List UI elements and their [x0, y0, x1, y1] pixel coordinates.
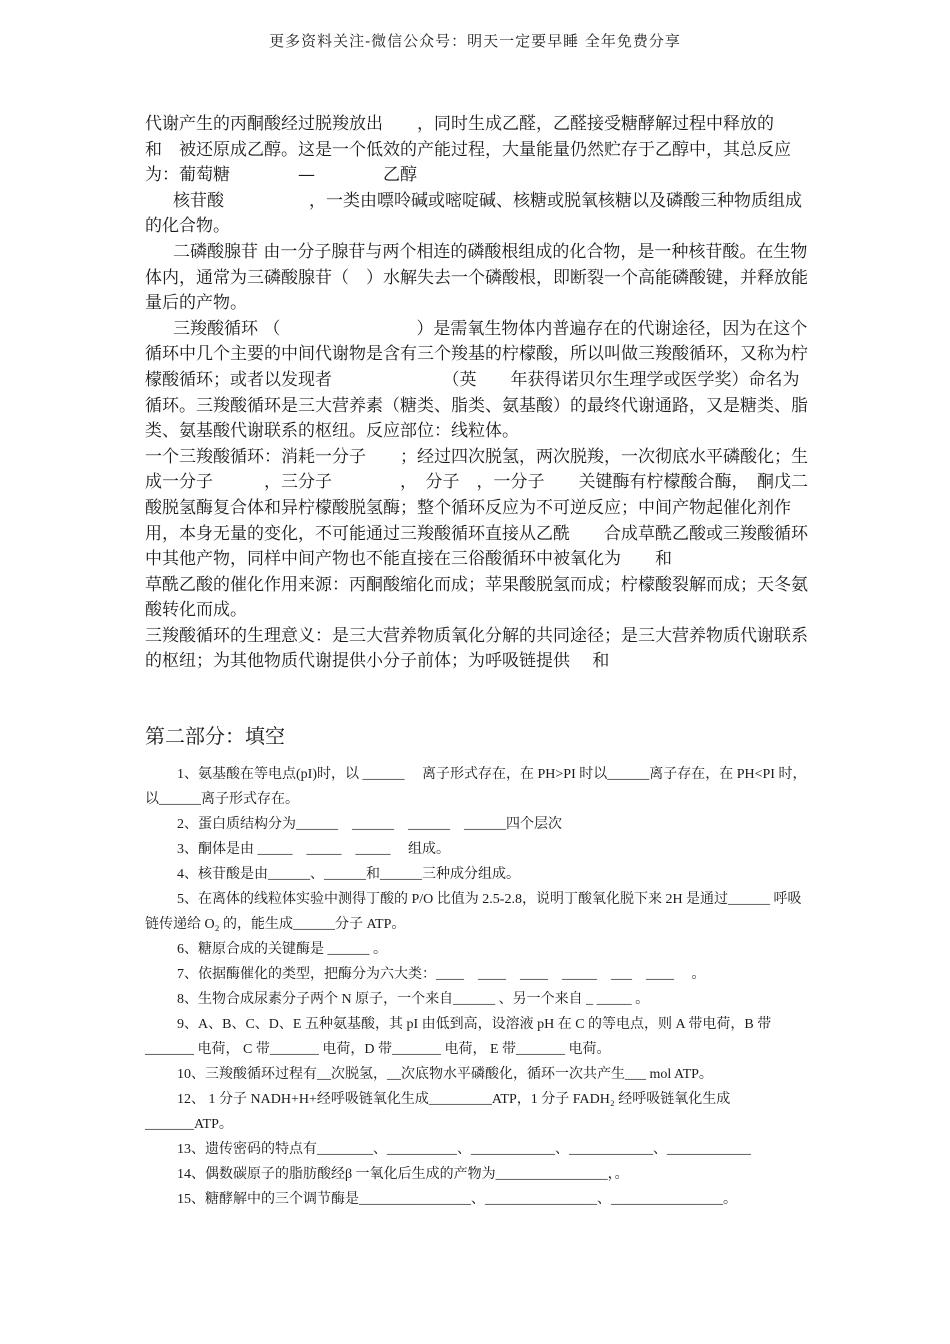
- question-15: 15、糖酵解中的三个调节酶是________________、________________、________________。: [177, 1192, 737, 1207]
- paragraph-nucleotide: 核苷酸 ，一类由嘌呤碱或嘧啶碱、核糖或脱氧核糖以及磷酸三种物质组成的化合物。: [145, 190, 802, 237]
- paragraph-fermentation: 代谢产生的丙酮酸经过脱羧放出 ，同时生成乙醛，乙醛接受糖酵解过程中释放的 和 被还原成乙醇。这是一个低效的产能过程，大量能量仍然贮存于乙醇中，其总反应为：葡萄糖 — 乙醇: [145, 114, 808, 186]
- question-8: 8、生物合成尿素分子两个 N 原子，一个来自______ 、另一个来自 _ _____ 。: [177, 992, 650, 1007]
- question-10: 10、三羧酸循环过程有__次脱氢，__次底物水平磷酸化，循环一次共产生___ mol ATP。: [177, 1067, 713, 1082]
- page-header: 更多资料关注-微信公众号：明天一定要早睡 全年免费分享: [269, 32, 681, 50]
- question-13: 13、遗传密码的特点有________、__________、____________、____________、____________: [177, 1142, 751, 1157]
- question-7: 7、依据酶催化的类型，把酶分为六大类：____ ____ ____ _____ ___ ____ 。: [177, 967, 706, 982]
- question-9: 9、A、B、C、D、E 五种氨基酸，其 pI 由低到高，设溶液 pH 在 C 的等电点，则 A 带电荷，B 带_______ 电荷， C 带_______ 电荷，D 带_______ 电荷， E 带_______ 电荷。: [145, 1017, 772, 1057]
- question-6: 6、糖原合成的关键酶是 ______ 。: [177, 942, 387, 957]
- question-4: 4、核苷酸是由______、______和______三种成分组成。: [177, 867, 520, 882]
- question-12: 12、 1 分子 NADH+H+经呼吸链氧化生成_________ATP，1 分子 FADH₂ 经呼吸链氧化生成_______ATP。: [145, 1092, 731, 1132]
- fill-in-questions: [145, 762, 810, 1212]
- question-3: 3、酮体是由 _____ _____ _____ 组成。: [177, 842, 450, 857]
- question-1: 1、氨基酸在等电点(pI)时，以 ______ 离子形式存在，在 PH>PI 时以______离子存在，在 PH<PI 时，以______离子形式存在。: [145, 767, 807, 807]
- paragraph-tca-cycle: 三羧酸循环 （ ）是需氧生物体内普遍存在的代谢途径，因为在这个循环中几个主要的中间代谢物是含有三个羧基的柠檬酸，所以叫做三羧酸循环，又称为柠檬酸循环；或者以发现者 （英 年获得诺贝尔生理学或医学奖）命名为 循环。三羧酸循环是三大营养素（糖类、脂类、氨基酸）的最终代谢通路，又是糖类、脂类、氨基酸代谢联系的枢纽。反应部位：线粒体。: [145, 318, 851, 442]
- section-title: 第二部分：填空: [145, 724, 285, 748]
- paragraph-adp: 二磷酸腺苷 由一分子腺苷与两个相连的磷酸根组成的化合物，是一种核苷酸。在生物体内，通常为三磷酸腺苷（ ）水解失去一个磷酸根，即断裂一个高能磷酸键，并释放能量后的产物。: [145, 241, 808, 314]
- paragraph-tca-process: 一个三羧酸循环：消耗一分子 ；经过四次脱氢，两次脱羧，一次彻底水平磷酸化；生成一分子 ，三分子 ， 分子 ，一分子 关键酶有柠檬酸合酶， 酮戊二酸脱氢酶复合体和异柠檬酸脱氢酶；整个循环反应为不可逆反应；中间产物起催化剂作用，本身无量的变化，不可能通过三羧酸循环直接从乙酰 合成草酰乙酸或三羧酸循环中其他产物，同样中间产物也不能直接在三俗酸循环中被氧化为 和: [145, 446, 808, 570]
- part-one-text: [145, 112, 851, 675]
- question-5: 5、在离体的线粒体实验中测得丁酸的 P/O 比值为 2.5-2.8，说明丁酸氧化脱下来 2H 是通过______ 呼吸链传递给 O₂ 的，能生成______分子 ATP。: [145, 892, 802, 932]
- question-2: 2、蛋白质结构分为______ ______ ______ ______四个层次: [177, 817, 562, 832]
- paragraph-tca-significance: 三羧酸循环的生理意义：是三大营养物质氧化分解的共同途径；是三大营养物质代谢联系的枢纽；为其他物质代谢提供小分子前体；为呼吸链提供 和: [145, 625, 808, 672]
- question-14: 14、偶数碳原子的脂肪酸经β 一氧化后生成的产物为________________，。: [177, 1167, 629, 1182]
- paragraph-oxaloacetate: 草酰乙酸的催化作用来源：丙酮酸缩化而成；苹果酸脱氢而成；柠檬酸裂解而成；天冬氨酸转化而成。: [145, 574, 808, 621]
